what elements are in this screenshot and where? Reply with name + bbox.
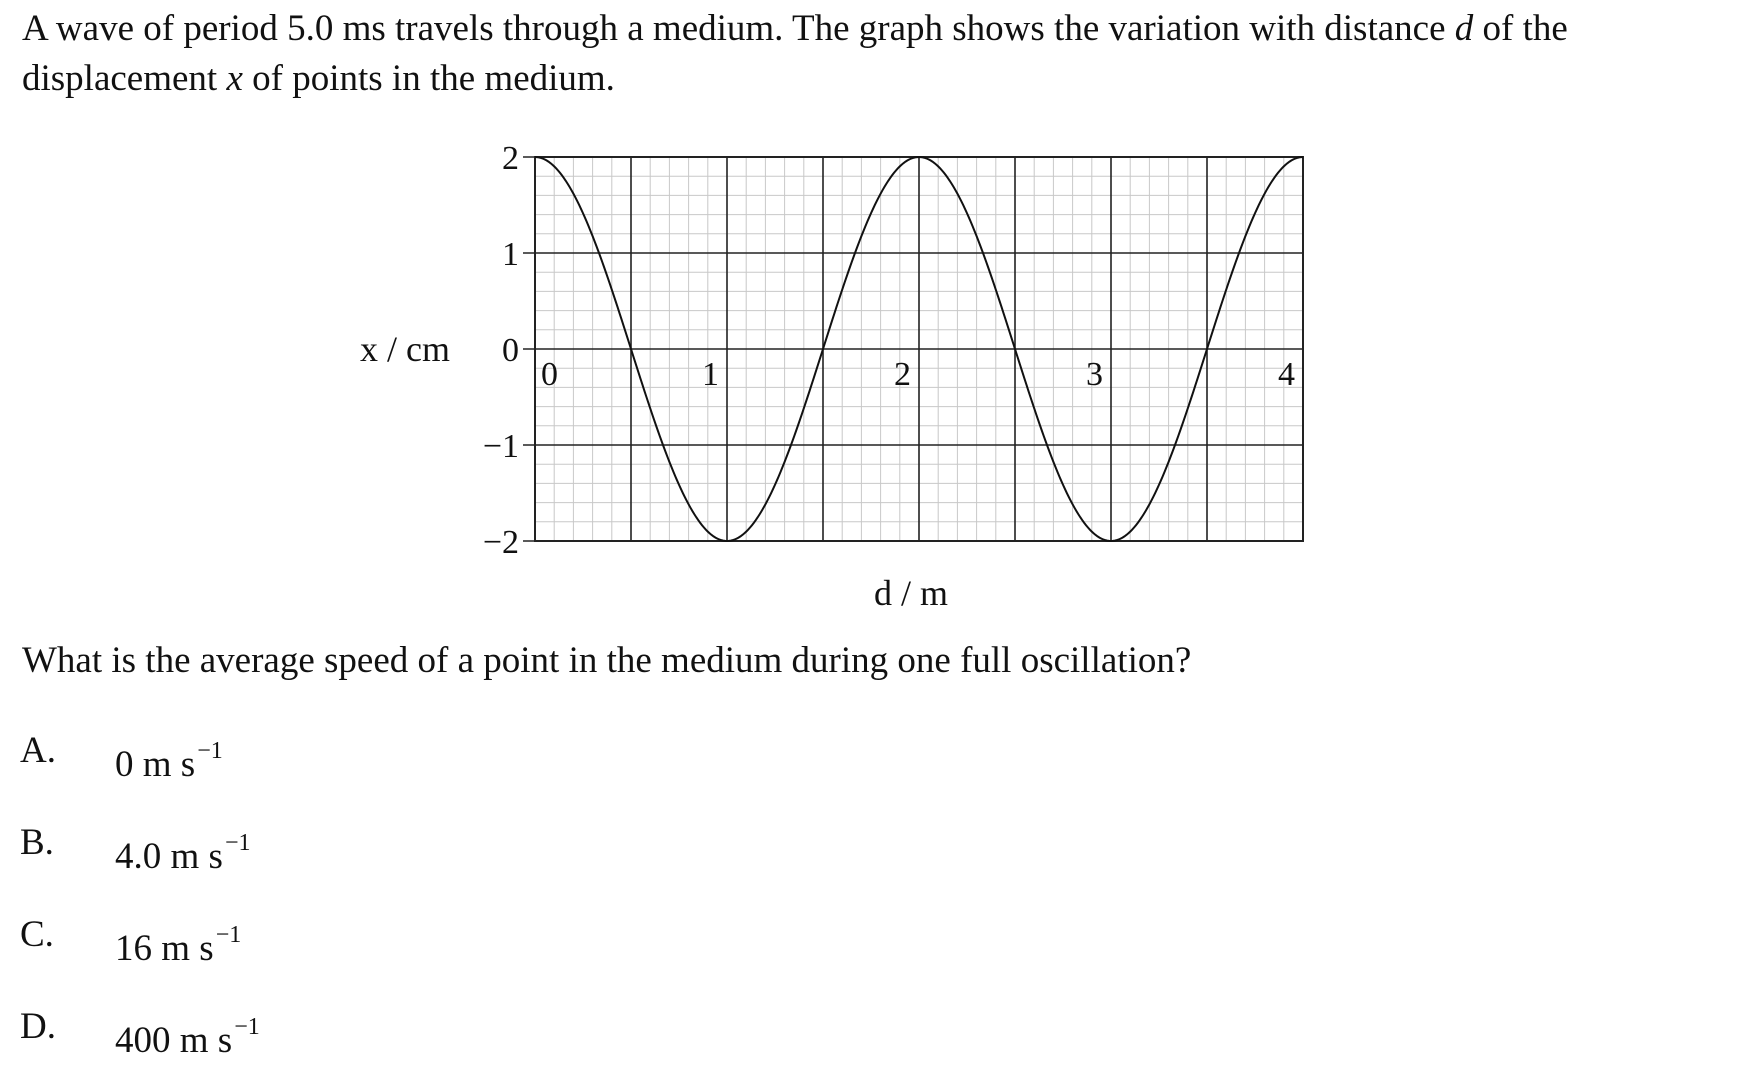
y-tick-label: 2 (502, 140, 519, 177)
y-tick-label: 0 (502, 332, 519, 369)
x-tick-label: 4 (1278, 356, 1295, 393)
wave-curve (535, 157, 1303, 541)
option-value: 0 m $s^{-1}$ (115, 738, 223, 785)
x-tick-label: 2 (894, 356, 911, 393)
x-axis-ticks (541, 356, 1295, 393)
option-value: 16 m $s^{-1}$ (115, 922, 242, 969)
x-axis-label: d / m (874, 573, 949, 613)
minor-grid (535, 157, 1303, 541)
x-tick-label: 0 (541, 356, 558, 393)
x-tick-label: 3 (1086, 356, 1103, 393)
option-letter: D. (20, 1006, 56, 1047)
y-tick-label: −2 (482, 524, 519, 561)
y-axis-ticks (483, 140, 535, 561)
option-value: 4.0 m $s^{-1}$ (115, 830, 251, 877)
x-tick-label: 1 (702, 356, 719, 393)
option-letter: A. (20, 730, 56, 771)
y-axis-label: x / cm (360, 329, 450, 369)
stem-text-2: of the displacement (22, 8, 1568, 99)
option-value: 400 m $s^{-1}$ (115, 1014, 260, 1061)
option-letter: B. (20, 822, 54, 863)
option-letter: C. (20, 914, 54, 955)
y-tick-label: −1 (482, 428, 519, 465)
question-text: What is the average speed of a point in the medium during one full oscillation? (22, 640, 1192, 681)
y-tick-label: 1 (502, 236, 519, 273)
major-grid (535, 157, 1303, 541)
x-symbol: x (226, 58, 243, 99)
d-symbol: d (1454, 8, 1474, 49)
plot-frame (535, 157, 1303, 541)
stem-text-1: A wave of period 5.0 ms travels through a medium. The graph shows the variation with distance (22, 8, 1455, 49)
question-stem (22, 4, 1722, 104)
stem-text-3: of points in the medium. (242, 58, 615, 99)
